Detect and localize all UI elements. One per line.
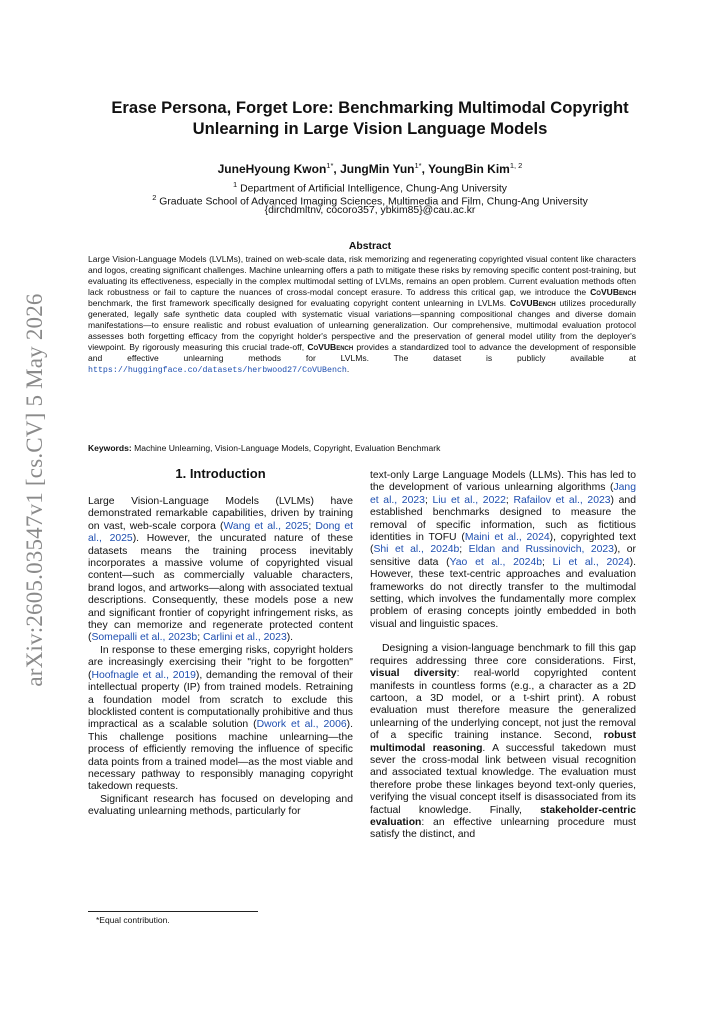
citation-link[interactable]: Dong et al., 2025 bbox=[88, 520, 353, 545]
affil-mark: 2 bbox=[152, 193, 157, 202]
citation-link[interactable]: Somepalli et al., 2023b bbox=[91, 632, 198, 644]
keywords-label: Keywords: bbox=[88, 443, 132, 453]
author-emails: {dirchdmltnv, cocoro357, ybkim85}@cau.ac.kr bbox=[264, 205, 476, 216]
emphasis: visual diversity bbox=[370, 668, 457, 680]
citation-link[interactable]: Wang et al., 2025 bbox=[223, 520, 309, 532]
footnote-divider bbox=[88, 911, 258, 912]
affil-text: Graduate School of Advanced Imaging Sciences, Multimedia and Film, Chung-Ang University bbox=[159, 196, 588, 208]
paragraph: Significant research has focused on developing and evaluating unlearning methods, particularly for bbox=[88, 793, 353, 818]
emphasis: stakeholder-centric evaluation bbox=[370, 804, 636, 828]
dataset-link[interactable]: https://huggingface.co/datasets/herbwood27/CoVUBench bbox=[88, 366, 347, 376]
author-affil-mark: 1* bbox=[414, 161, 422, 170]
citation-link[interactable]: Carlini et al., 2023 bbox=[202, 632, 287, 644]
abstract-heading: Abstract bbox=[348, 241, 392, 252]
title-line: Erase Persona, Forget Lore: Benchmarking Multimodal Copyright bbox=[111, 98, 629, 117]
benchmark-name: CoVUBench bbox=[509, 298, 556, 309]
citation-link[interactable]: Dwork et al., 2006 bbox=[256, 719, 347, 731]
author-list: JuneHyoung Kwon$^{1*}$, JungMin Yun$^{1*}$, YoungBin Kim$^{1, 2}$ bbox=[217, 161, 523, 176]
citation-link[interactable]: Maini et al., 2024 bbox=[464, 532, 550, 544]
benchmark-name: CoVUBench bbox=[590, 287, 637, 298]
paragraph: Large Vision-Language Models (LVLMs) have demonstrated remarkable capabilities, driven by training on vast, web-scale corpora (Wang et al., 2025; Dong et al., 2025). However, the uncurated nature of these datasets means the training process inevitably incorporates a massive volume of copyrighted visual content—such as commercially valuable characters, brand logos, and artworks—along with associated textual descriptions. Consequently, these models pose a new and significant frontier of copyright infringement risks, as they can memorize and regenerate protected content (Somepalli et al., 2023b; Carlini et al., 2023). bbox=[88, 496, 353, 644]
footnote: *Equal contribution. bbox=[96, 915, 170, 925]
citation-link[interactable]: Yao et al., 2024b bbox=[449, 556, 542, 568]
author-name: JungMin Yun bbox=[340, 162, 415, 176]
author-affil-mark: 1* bbox=[326, 161, 334, 170]
paragraph: Designing a vision-language benchmark to fill this gap requires addressing three core considerations. First, visual diversity: real-world copyrighted content manifests in countless forms (e.g., a character as a 2D cartoon, a 3D model, or a t-shirt print). A robust evaluation must therefore measure the generalized unlearning of the underlying concept, not just the removal of a specific training instance. Second, robust multimodal reasoning. A successful takedown must sever the cross-modal link between visual recognition and associated textual knowledge. The evaluation must therefore probe these linkages beyond text-only queries, verifying the visual concept itself is disassociated from its factual knowledge. Finally, stakeholder-centric evaluation: an effective unlearning procedure must satisfy the distinct, and bbox=[370, 643, 636, 841]
affil-text: Department of Artificial Intelligence, Chung-Ang University bbox=[240, 183, 507, 195]
affil-mark: 1 bbox=[233, 180, 238, 189]
title-line: Unlearning in Large Vision Language Models bbox=[192, 119, 548, 138]
right-column bbox=[370, 470, 636, 842]
author-name: JuneHyoung Kwon bbox=[217, 162, 327, 176]
author-affil-mark: 1, 2 bbox=[509, 161, 523, 170]
citation-link[interactable]: Jang et al., 2023 bbox=[370, 482, 636, 506]
emphasis: robust multimodal reasoning bbox=[370, 730, 636, 754]
citation-link[interactable]: Rafailov et al., 2023 bbox=[513, 494, 611, 506]
author-name: YoungBin Kim bbox=[428, 162, 510, 176]
arxiv-identifier: arXiv:2605.03547v1 [cs.CV] 5 May 2026 bbox=[22, 293, 47, 687]
citation-link[interactable]: Liu et al., 2022 bbox=[432, 494, 506, 506]
paragraph: In response to these emerging risks, copyright holders are increasingly exercising their "right to be forgotten" (Hoofnagle et al., 2019), demanding the removal of their intellectual property (IP) from trained models. Retraining a foundation model from scratch to exclude this blocklisted content is computationally prohibitive and thus impractical as a scalable solution (Dwork et al., 2006). This challenge positions machine unlearning—the process of efficiently removing the influence of specific data points from a trained model—as the most viable and necessary pathway to responsibly managing copyright takedown requests. bbox=[88, 644, 353, 793]
citation-link[interactable]: Shi et al., 2024b bbox=[373, 544, 460, 556]
section-heading: 1. Introduction bbox=[175, 466, 266, 481]
keywords-line bbox=[88, 443, 636, 453]
paper-title bbox=[60, 97, 680, 139]
left-column bbox=[88, 496, 353, 819]
abstract-body: Large Vision-Language Models (LVLMs), trained on web-scale data, risk memorizing and regenerating copyrighted visual content like characters and logos, creating significant challenges. Machine unlearning offers a path to mitigate these risks by removing specific content post-training, but evaluating its effectiveness, especially in the complex multimodal setting of LVLMs, remains an open problem. Current evaluation methods often lack robustness or fail to capture the nuances of cross-modal concept erasure. To address this critical gap, we introduce the CoVUBench benchmark, the first framework specifically designed for evaluating copyright content unlearning in LVLMs. CoVUBench utilizes procedurally generated, legally safe synthetic data coupled with systematic visual variations—spanning compositional changes and diverse domain manifestations—to ensure realistic and robust evaluation of unlearning generalization. Our comprehensive, multimodal evaluation protocol assesses both forgetting efficacy from the copyright holder's perspective and the preservation of general model utility from the deployer's viewpoint. By rigorously measuring this crucial trade-off, CoVUBench provides a standardized tool to advance the development of responsible and effective unlearning methods for LVLMs. The dataset is publicly available at https://huggingface.co/datasets/herbwood27/CoVUBench. bbox=[88, 254, 637, 376]
citation-link[interactable]: Hoofnagle et al., 2019 bbox=[91, 669, 196, 681]
paragraph: text-only Large Language Models (LLMs). This has led to the development of various unlearning algorithms (Jang et al., 2023; Liu et al., 2022; Rafailov et al., 2023) and established benchmarks designed to measure the removal of specific information, such as fictitious identities in TOFU (Maini et al., 2024), copyrighted text (Shi et al., 2024b; Eldan and Russinovich, 2023), or sensitive data (Yao et al., 2024b; Li et al., 2024). However, these text-centric approaches and evaluation frameworks do not directly transfer to the multimodal setting, which involves the fundamentally more complex problem of erasing concepts jointly embedded in both visual and linguistic spaces. bbox=[370, 470, 636, 630]
citation-link[interactable]: Li et al., 2024 bbox=[552, 556, 630, 568]
keywords-text: Machine Unlearning, Vision-Language Models, Copyright, Evaluation Benchmark bbox=[134, 443, 441, 453]
citation-link[interactable]: Eldan and Russinovich, 2023 bbox=[468, 544, 614, 556]
benchmark-name: CoVUBench bbox=[307, 342, 354, 353]
